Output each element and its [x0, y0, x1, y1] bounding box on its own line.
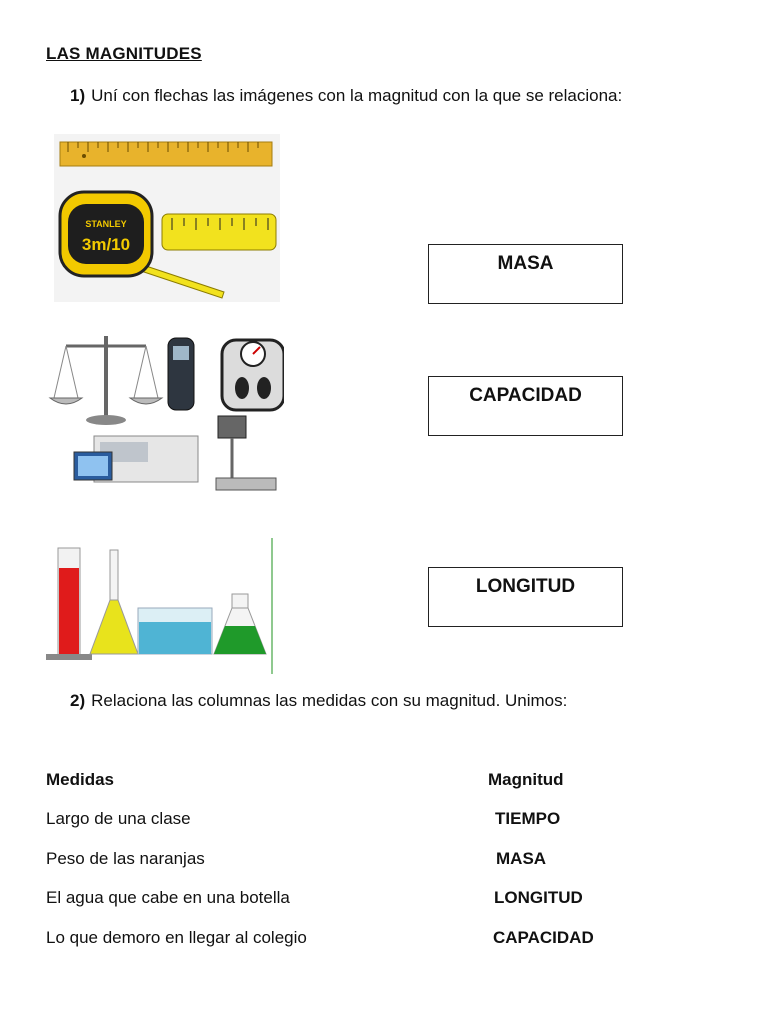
box-masa: MASA	[428, 244, 623, 304]
ruler-icon	[60, 142, 272, 166]
question-1	[70, 86, 622, 106]
box-capacidad: CAPACIDAD	[428, 376, 623, 436]
table-row-right: LONGITUD	[494, 888, 583, 907]
platform-scale-icon	[216, 416, 276, 490]
table-row-left: Largo de una clase	[46, 809, 191, 828]
column-header-magnitud: Magnitud	[488, 770, 564, 789]
lab-analyzer-icon	[74, 436, 198, 482]
question-2-number: 2)	[70, 691, 86, 710]
box-longitud: LONGITUD	[428, 567, 623, 627]
digital-meter-icon	[168, 338, 194, 410]
tape-size: 3m/10	[81, 235, 131, 254]
table-row-left: Lo que demoro en llegar al colegio	[46, 928, 307, 947]
table-row-right: MASA	[496, 849, 547, 868]
question-2	[70, 691, 567, 711]
scales-image	[48, 332, 284, 500]
measuring-tools-image	[54, 134, 280, 302]
question-1-text: Uní con flechas las imágenes con la magnitud con la que se relaciona:	[91, 86, 623, 105]
table-row-right: TIEMPO	[495, 809, 561, 828]
table-row-right: CAPACIDAD	[493, 928, 594, 947]
question-2-text: Relaciona las columnas las medidas con su magnitud. Unimos:	[91, 691, 568, 710]
page-title: LAS MAGNITUDES	[46, 44, 202, 63]
table-row-left: El agua que cabe en una botella	[46, 888, 290, 907]
tape-brand: STANLEY	[85, 219, 127, 229]
balance-scale-icon	[50, 336, 162, 425]
table-row-left: Peso de las naranjas	[46, 849, 205, 868]
bathroom-scale-icon	[222, 340, 284, 410]
lab-glassware-image	[46, 538, 276, 674]
lab-glassware-icon	[46, 538, 272, 674]
question-1-number: 1)	[70, 86, 86, 105]
column-header-medidas: Medidas	[46, 770, 115, 789]
